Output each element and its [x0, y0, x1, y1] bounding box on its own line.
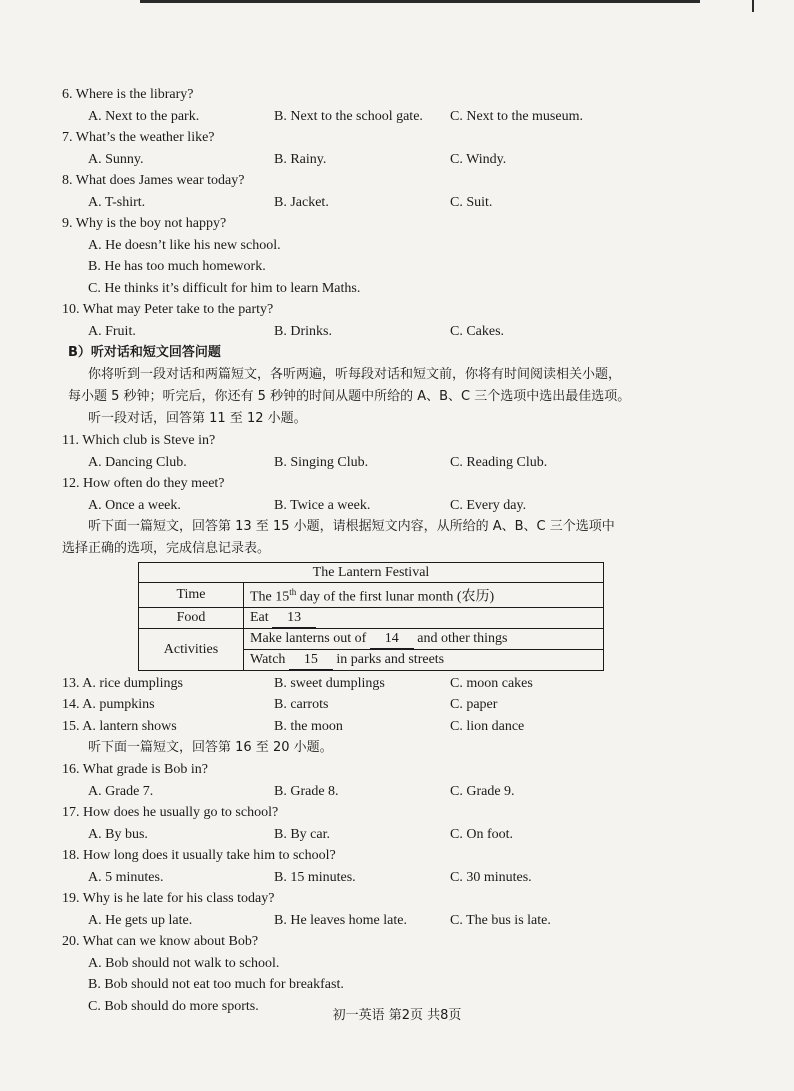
question-8-stem: 8. What does James wear today?: [62, 173, 245, 188]
option-c: C. Reading Club.: [450, 454, 548, 470]
option-b: B. carrots: [274, 697, 329, 713]
option-a: 13. A. rice dumplings: [62, 675, 183, 691]
time-value-sup: th: [289, 587, 297, 597]
option-a: A. Fruit.: [88, 323, 136, 339]
option-b: B. Grade 8.: [274, 783, 339, 799]
option-c: C. Suit.: [450, 194, 493, 210]
question-11-options: [62, 452, 702, 474]
option-c: C. He thinks it’s difficult for him to learn Maths.: [88, 280, 361, 296]
activity-1-pre: Make lanterns out of: [250, 630, 370, 646]
time-value: [244, 583, 604, 608]
activity-1: [244, 628, 604, 649]
section-b-title: B）听对话和短文回答问题: [68, 345, 221, 360]
time-label: Time: [139, 583, 244, 608]
activity-2: [244, 649, 604, 670]
option-b: B. Twice a week.: [274, 497, 371, 513]
question-12-stem: 12. How often do they meet?: [62, 476, 225, 491]
option-c: C. Bob should do more sports.: [88, 998, 259, 1014]
exam-content: [62, 84, 702, 1017]
question-15-options: [62, 716, 702, 738]
question-10-options: [62, 321, 702, 343]
option-b: B. Next to the school gate.: [274, 108, 423, 124]
option-b: B. sweet dumplings: [274, 675, 385, 691]
dialog-instruction: 听一段对话，回答第 11 至 12 小题。: [88, 411, 307, 426]
page-footer: 初一英语 第2页 共8页: [332, 1008, 462, 1023]
option-b: B. Drinks.: [274, 323, 332, 339]
question-8-options: [62, 192, 702, 214]
option-a: A. Once a week.: [88, 497, 181, 513]
blank-14: 14: [370, 629, 414, 649]
option-b: B. the moon: [274, 718, 343, 734]
corner-mark: [752, 0, 754, 12]
option-a: A. 5 minutes.: [88, 869, 164, 885]
question-7-stem: 7. What’s the weather like?: [62, 130, 215, 145]
option-c: C. lion dance: [450, 718, 525, 734]
option-b: B. By car.: [274, 826, 330, 842]
option-c: C. moon cakes: [450, 675, 533, 691]
option-a: A. Sunny.: [88, 151, 144, 167]
option-a: 14. A. pumpkins: [62, 697, 155, 713]
option-a: A. By bus.: [88, 826, 148, 842]
question-7-options: [62, 149, 702, 171]
option-b: B. Bob should not eat too much for breakfast.: [88, 977, 344, 993]
activity-1-post: and other things: [413, 630, 508, 646]
option-b: B. Rainy.: [274, 151, 327, 167]
question-18-options: [62, 867, 702, 889]
option-a: A. Dancing Club.: [88, 454, 187, 470]
question-16-options: [62, 781, 702, 803]
table-title: The Lantern Festival: [139, 563, 604, 583]
option-c: C. On foot.: [450, 826, 513, 842]
option-c: C. Cakes.: [450, 323, 505, 339]
option-a: A. He gets up late.: [88, 912, 193, 928]
question-13-options: [62, 673, 702, 695]
option-c: C. Windy.: [450, 151, 507, 167]
option-a: A. Next to the park.: [88, 108, 200, 124]
question-6-options: [62, 106, 702, 128]
passage2-instruction: 听下面一篇短文，回答第 16 至 20 小题。: [88, 740, 333, 756]
question-19-options: [62, 910, 702, 932]
option-c: C. The bus is late.: [450, 912, 551, 928]
option-c: C. 30 minutes.: [450, 869, 532, 885]
activity-2-pre: Watch: [250, 651, 289, 667]
lantern-festival-table: [138, 562, 604, 671]
option-a: A. T-shirt.: [88, 194, 146, 210]
info-table-wrapper: [138, 562, 702, 671]
question-17-stem: 17. How does he usually go to school?: [62, 805, 279, 821]
question-17-options: [62, 824, 702, 846]
option-b: B. He has too much homework.: [88, 259, 266, 274]
food-value-pre: Eat: [250, 609, 273, 625]
option-c: C. paper: [450, 697, 498, 713]
question-12-options: [62, 495, 702, 517]
option-a: A. He doesn’t like his new school.: [88, 237, 281, 253]
option-c: C. Grade 9.: [450, 783, 515, 799]
blank-15: 15: [289, 650, 333, 670]
time-value-pre: The 15: [250, 589, 290, 605]
question-9-stem: 9. Why is the boy not happy?: [62, 216, 227, 231]
option-b: B. He leaves home late.: [274, 912, 407, 928]
food-value: [244, 607, 604, 628]
option-c: C. Next to the museum.: [450, 108, 583, 124]
time-value-post: day of the first lunar month (农历): [296, 589, 495, 605]
question-19-stem: 19. Why is he late for his class today?: [62, 891, 275, 907]
option-a: A. Bob should not walk to school.: [88, 955, 280, 971]
activities-label: Activities: [139, 628, 244, 670]
question-16-stem: 16. What grade is Bob in?: [62, 762, 208, 778]
section-b-instruction-line1: 你将听到一段对话和两篇短文，各听两遍，听每段对话和短文前，你将有时间阅读相关小题，: [88, 367, 622, 382]
activity-2-post: in parks and streets: [332, 651, 445, 667]
question-6-stem: 6. Where is the library?: [62, 87, 194, 102]
question-11-stem: 11. Which club is Steve in?: [62, 433, 216, 448]
blank-13: 13: [272, 608, 316, 628]
option-a: 15. A. lantern shows: [62, 718, 177, 734]
page-top-border: [140, 0, 700, 3]
option-b: B. Singing Club.: [274, 454, 369, 470]
question-20-stem: 20. What can we know about Bob?: [62, 934, 259, 950]
passage1-instruction-line2: 选择正确的选项，完成信息记录表。: [62, 541, 271, 556]
option-b: B. 15 minutes.: [274, 869, 356, 885]
food-label: Food: [139, 607, 244, 628]
question-14-options: [62, 694, 702, 716]
passage1-instruction-line1: 听下面一篇短文，回答第 13 至 15 小题，请根据短文内容，从所给的 A、B、C 三个选项中: [88, 519, 615, 534]
section-b-instruction-line2: 每小题 5 秒钟；听完后，你还有 5 秒钟的时间从题中所给的 A、B、C 三个选项中选出最佳选项。: [68, 389, 631, 404]
question-18-stem: 18. How long does it usually take him to school?: [62, 848, 336, 864]
option-c: C. Every day.: [450, 497, 527, 513]
option-a: A. Grade 7.: [88, 783, 154, 799]
option-b: B. Jacket.: [274, 194, 329, 210]
question-10-stem: 10. What may Peter take to the party?: [62, 302, 274, 317]
